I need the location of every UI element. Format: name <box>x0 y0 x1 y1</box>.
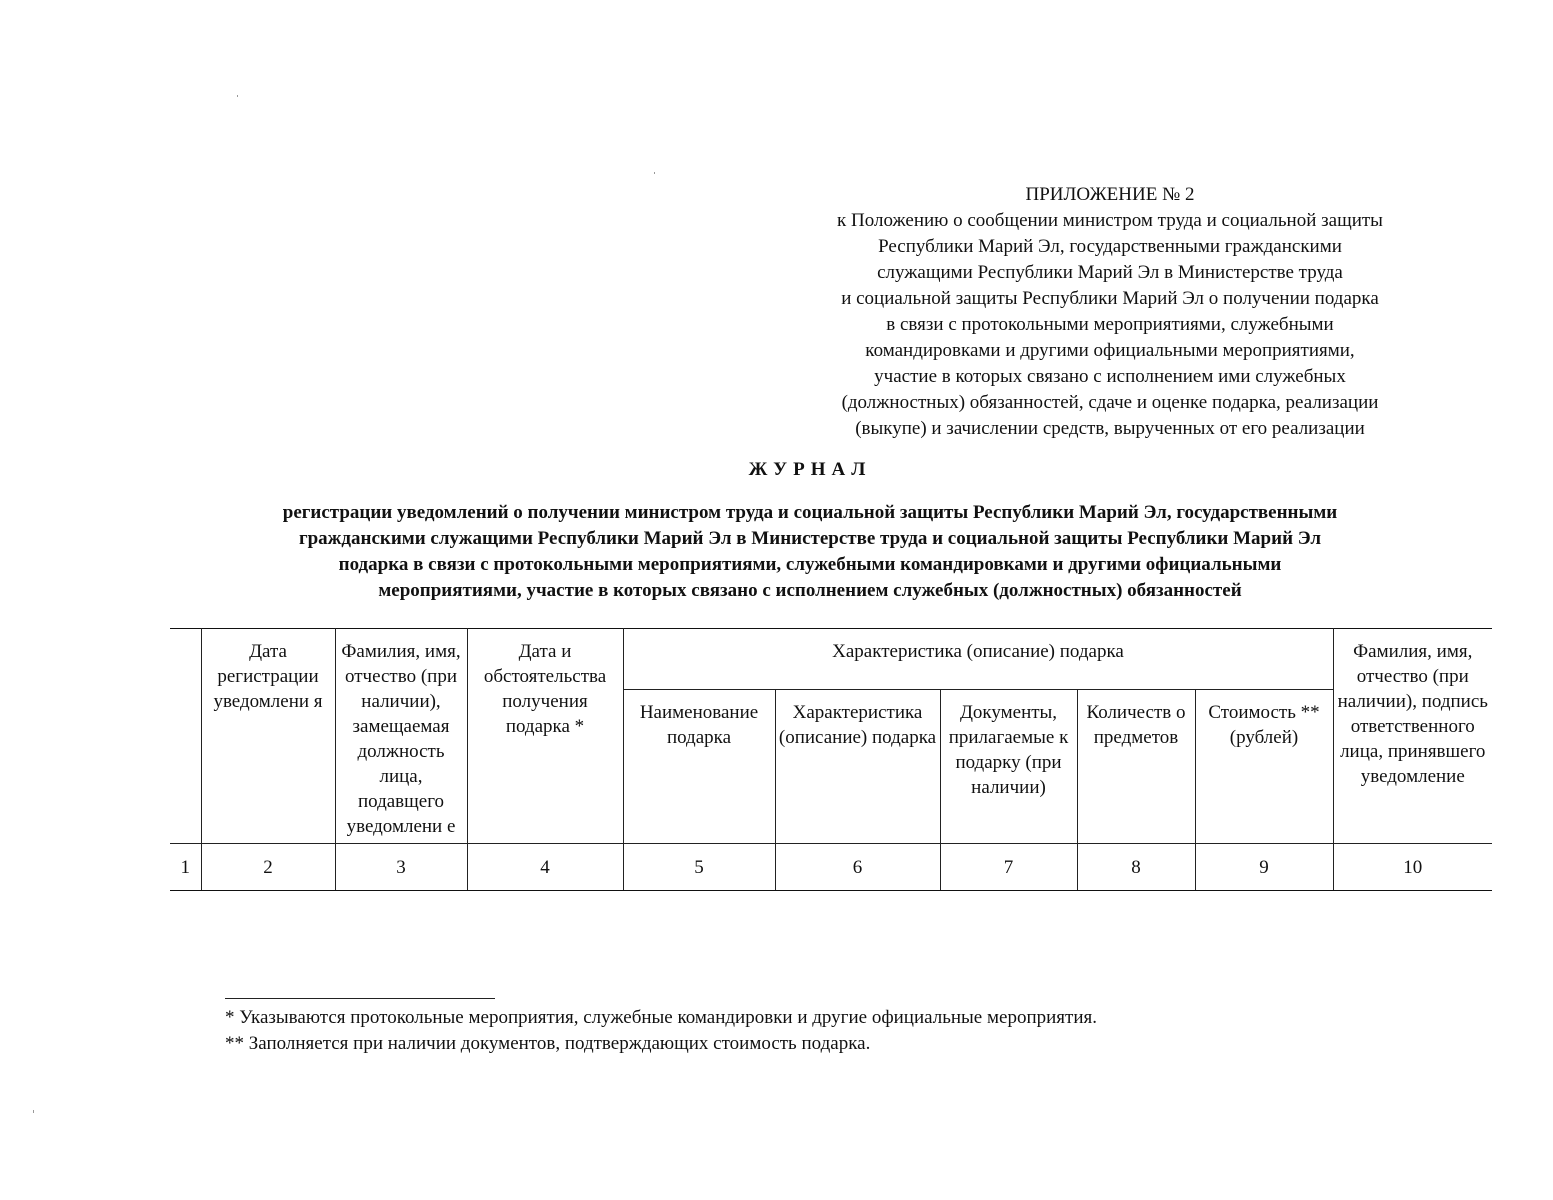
subheader-col-5: Наименование подарка <box>623 690 775 844</box>
journal-subtitle-line: регистрации уведомлений о получении министром труда и социальной защиты Республики Марий Эл, государственными <box>282 502 1338 523</box>
header-col-1 <box>170 629 201 844</box>
appendix-title: ПРИЛОЖЕНИЕ № 2 <box>1025 184 1195 205</box>
appendix-line: Республики Марий Эл, государственными гражданскими <box>878 236 1342 257</box>
journal-title: ЖУРНАЛ <box>748 459 872 480</box>
header-row <box>170 629 1492 690</box>
number-cell: 3 <box>335 844 467 891</box>
appendix-line: служащими Республики Марий Эл в Министерстве труда <box>877 262 1343 283</box>
number-cell: 6 <box>775 844 940 891</box>
scan-artifact <box>654 172 655 174</box>
number-cell: 10 <box>1333 844 1492 891</box>
journal-subtitle-line: мероприятиями, участие в которых связано с исполнением служебных (должностных) обязанностей <box>378 580 1242 601</box>
scan-artifact <box>33 1110 34 1113</box>
footnote-1: * Указываются протокольные мероприятия, служебные командировки и другие официальные мероприятия. <box>225 1007 1097 1028</box>
number-cell: 7 <box>940 844 1077 891</box>
scan-artifact <box>237 95 238 97</box>
number-row <box>170 844 1492 891</box>
header-col-4: Дата и обстоятельства получения подарка * <box>467 629 623 844</box>
journal-subtitle <box>150 500 1470 604</box>
number-cell: 9 <box>1195 844 1333 891</box>
subheader-col-8: Количеств о предметов <box>1077 690 1195 844</box>
journal-subtitle-line: гражданскими служащими Республики Марий Эл в Министерстве труда и социальной защиты Республики Марий Эл <box>298 528 1322 549</box>
header-col-10: Фамилия, имя, отчество (при наличии), подпись ответственного лица, принявшего уведомление <box>1333 629 1492 844</box>
subheader-col-7: Документы, прилагаемые к подарку (при наличии) <box>940 690 1077 844</box>
journal-subtitle-line: подарка в связи с протокольными мероприятиями, служебными командировками и другими официальными <box>338 554 1282 575</box>
number-cell: 8 <box>1077 844 1195 891</box>
header-col-2: Дата регистрации уведомлени я <box>201 629 335 844</box>
appendix-line: (должностных) обязанностей, сдаче и оценке подарка, реализации <box>841 392 1379 413</box>
footnote-2: ** Заполняется при наличии документов, подтверждающих стоимость подарка. <box>225 1033 871 1054</box>
number-cell: 4 <box>467 844 623 891</box>
appendix-line: участие в которых связано с исполнением ими служебных <box>874 366 1346 387</box>
header-group: Характеристика (описание) подарка <box>623 629 1333 690</box>
appendix-line: в связи с протокольными мероприятиями, служебными <box>886 314 1334 335</box>
subheader-col-6: Характеристика (описание) подарка <box>775 690 940 844</box>
appendix-line: к Положению о сообщении министром труда и социальной защиты <box>837 210 1383 231</box>
header-col-3: Фамилия, имя, отчество (при наличии), замещаемая должность лица, подавщего уведомлени е <box>335 629 467 844</box>
appendix-line: и социальной защиты Республики Марий Эл о получении подарка <box>841 288 1379 309</box>
registration-table <box>170 628 1492 891</box>
footnotes <box>225 1005 1097 1057</box>
number-cell: 5 <box>623 844 775 891</box>
number-cell: 1 <box>170 844 201 891</box>
registration-table-wrap <box>170 628 1492 891</box>
subheader-col-9: Стоимость ** (рублей) <box>1195 690 1333 844</box>
appendix-header <box>760 182 1460 442</box>
appendix-line: командировками и другими официальными мероприятиями, <box>865 340 1355 361</box>
number-cell: 2 <box>201 844 335 891</box>
footnote-divider <box>225 998 495 999</box>
appendix-line: (выкупе) и зачислении средств, вырученных от его реализации <box>855 418 1365 439</box>
